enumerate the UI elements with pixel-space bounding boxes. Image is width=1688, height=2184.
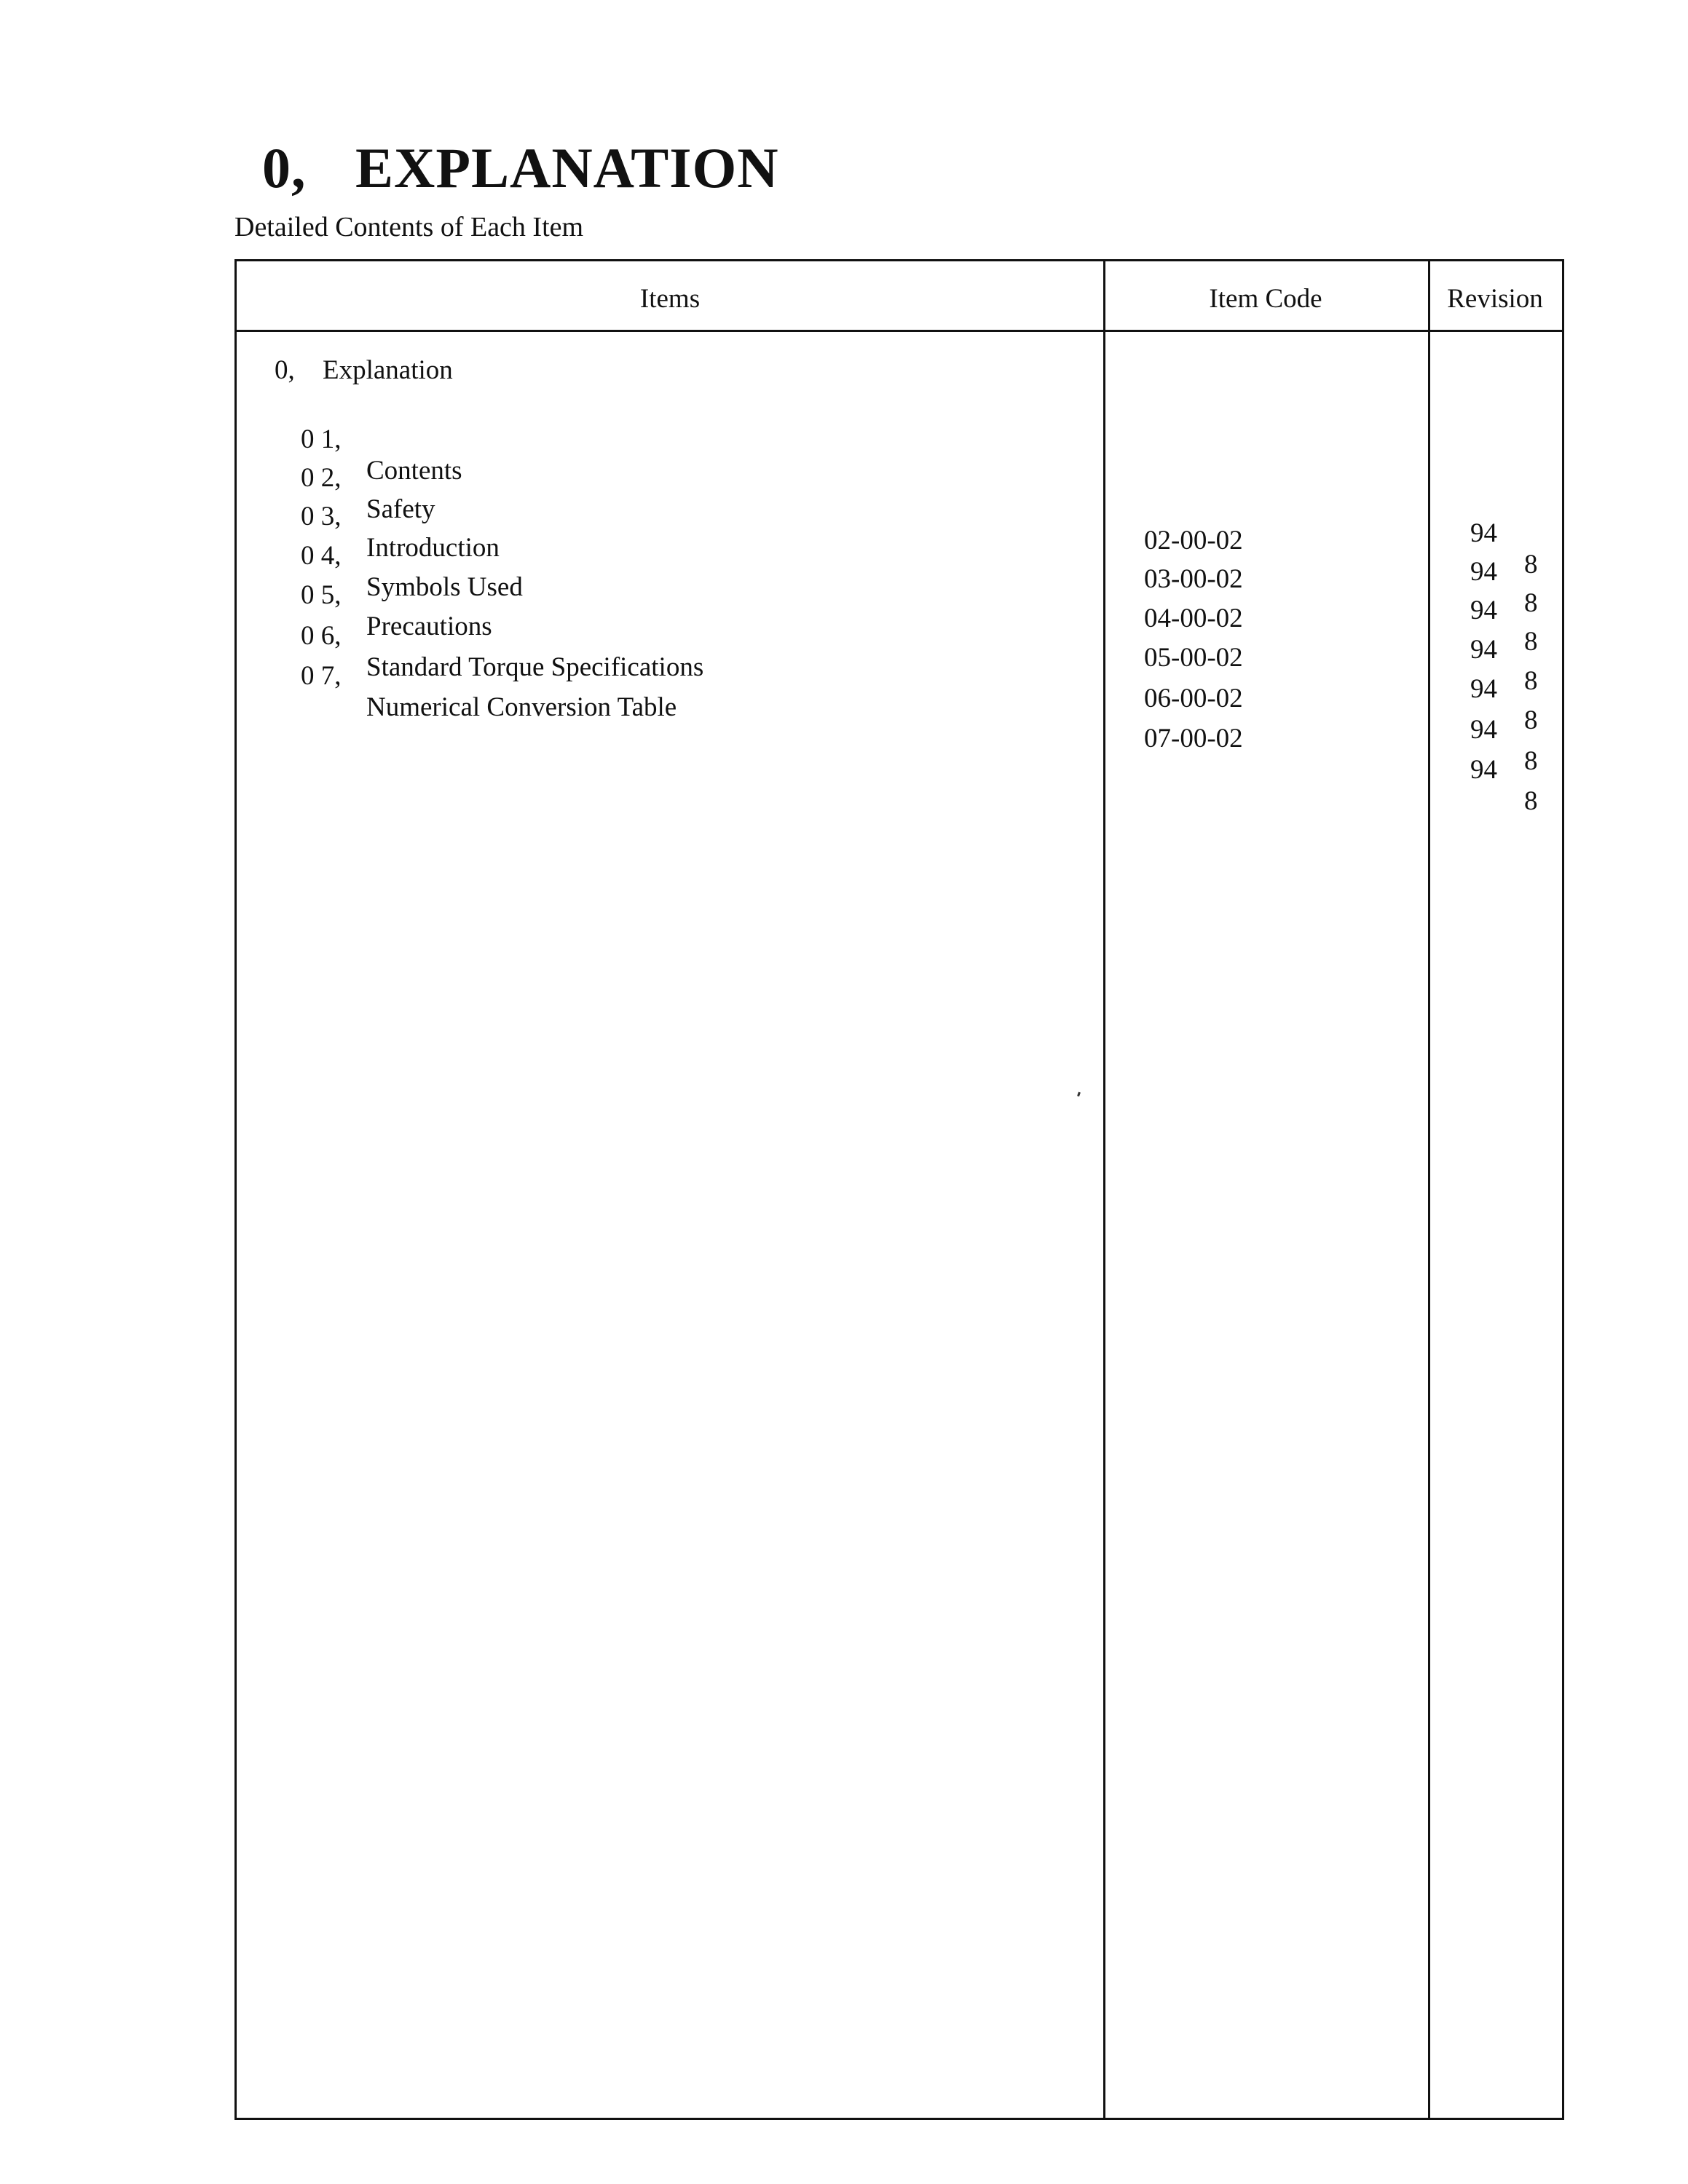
row-number: 0 6, — [301, 621, 342, 651]
row-label: Introduction — [366, 533, 500, 563]
row-label: Numerical Conversion Table — [366, 692, 677, 722]
row-revision-year: 94 — [1470, 755, 1497, 785]
row-number: 0 3, — [301, 502, 342, 531]
row-revision-month: 8 — [1524, 705, 1538, 735]
row-number: 0 2, — [301, 463, 342, 493]
row-item-code: 02-00-02 — [1144, 526, 1243, 555]
row-revision-month: 8 — [1524, 550, 1538, 579]
contents-table — [234, 259, 1564, 2120]
row-item-code: 06-00-02 — [1144, 684, 1243, 713]
row-label: Precautions — [366, 612, 492, 641]
page-subtitle: Detailed Contents of Each Item — [234, 212, 584, 242]
column-header-item-code: Item Code — [1209, 284, 1322, 314]
row-revision-year: 94 — [1470, 715, 1497, 745]
header-divider — [237, 330, 1562, 332]
row-label: Standard Torque Specifications — [366, 652, 704, 682]
row-revision-month: 8 — [1524, 786, 1538, 816]
row-revision-year: 94 — [1470, 518, 1497, 548]
row-label: Symbols Used — [366, 572, 523, 602]
row-item-code: 04-00-02 — [1144, 604, 1243, 633]
row-revision-month: 8 — [1524, 666, 1538, 696]
section-number: 0, — [275, 355, 295, 385]
page-title — [262, 135, 779, 201]
row-label: Contents — [366, 456, 462, 486]
section-label: Explanation — [323, 355, 453, 385]
title-number: 0, — [262, 136, 307, 199]
row-revision-year: 94 — [1470, 557, 1497, 587]
row-number: 0 5, — [301, 580, 342, 610]
row-item-code: 05-00-02 — [1144, 643, 1243, 673]
row-revision-year: 94 — [1470, 635, 1497, 665]
row-revision-year: 94 — [1470, 674, 1497, 704]
column-header-items: Items — [639, 284, 701, 314]
row-number: 0 4, — [301, 541, 342, 571]
row-revision-month: 8 — [1524, 746, 1538, 776]
row-number: 0 1, — [301, 424, 342, 454]
row-label: Safety — [366, 494, 435, 524]
title-text: EXPLANATION — [355, 136, 779, 199]
row-revision-month: 8 — [1524, 588, 1538, 618]
row-number: 0 7, — [301, 661, 342, 691]
row-item-code: 03-00-02 — [1144, 564, 1243, 594]
row-revision-year: 94 — [1470, 596, 1497, 625]
column-header-revision: Revision — [1447, 284, 1543, 314]
section-heading — [275, 355, 453, 386]
row-revision-month: 8 — [1524, 627, 1538, 657]
row-item-code: 07-00-02 — [1144, 724, 1243, 753]
